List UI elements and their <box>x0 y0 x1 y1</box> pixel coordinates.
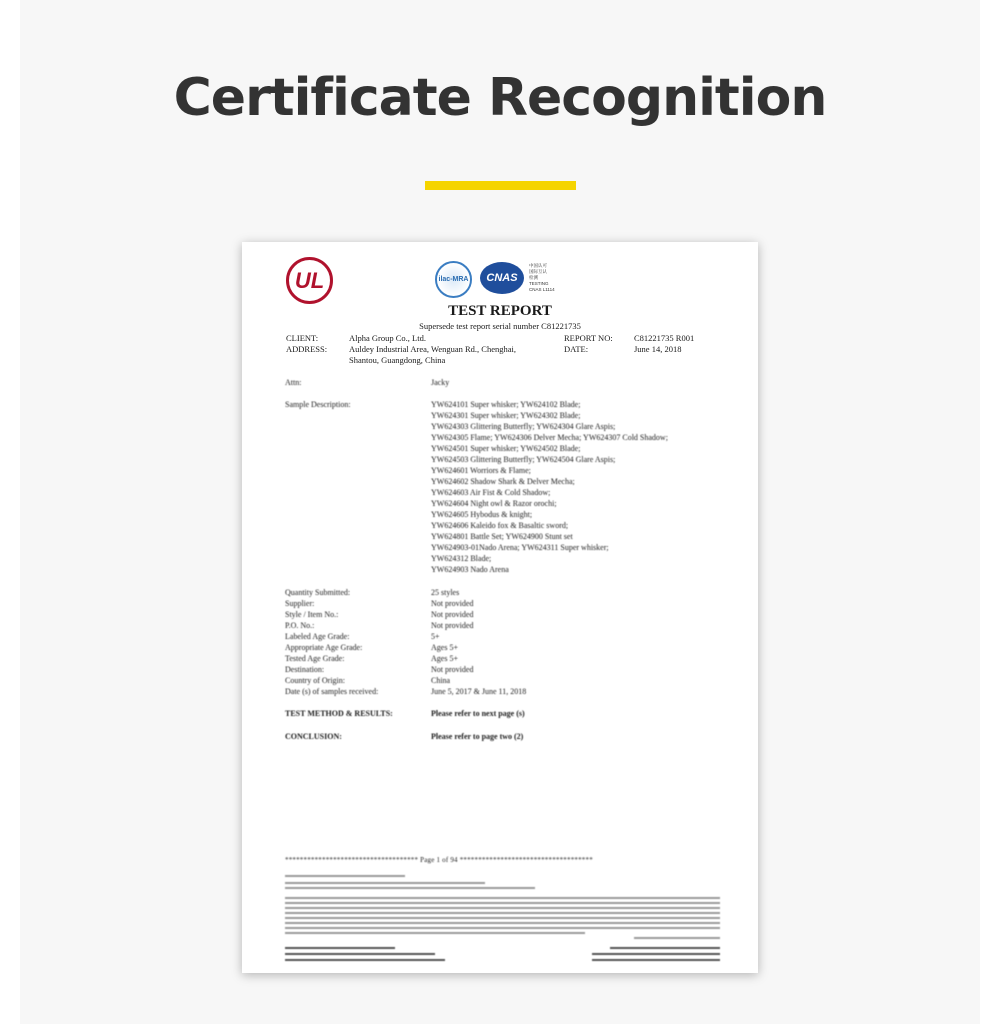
detail-label: Destination: <box>285 665 325 674</box>
detail-label: Tested Age Grade: <box>285 654 345 663</box>
list-item: YW624604 Night owl & Razor orochi; <box>431 499 557 508</box>
list-item: YW624301 Super whisker; YW624302 Blade; <box>431 411 581 420</box>
address-line-1: Auldey Industrial Area, Wenguan Rd., Chenghai, <box>349 344 516 354</box>
footer-address-line <box>285 953 435 955</box>
fine-print-line <box>634 937 720 939</box>
detail-value: Not provided <box>431 599 474 608</box>
ul-logo: UL <box>286 257 333 304</box>
client-value: Alpha Group Co., Ltd. <box>349 333 426 343</box>
conclusion-label: CONCLUSION: <box>285 732 342 741</box>
detail-value: China <box>431 676 451 685</box>
detail-value: Not provided <box>431 610 474 619</box>
detail-label: P.O. No.: <box>285 621 315 630</box>
detail-label: Labeled Age Grade: <box>285 632 350 641</box>
footer-address-line <box>592 953 720 955</box>
address-line-2: Shantou, Guangdong, China <box>349 355 446 365</box>
client-label: CLIENT: <box>286 333 319 343</box>
detail-label: Supplier: <box>285 599 315 608</box>
fine-print-line <box>285 922 720 924</box>
list-item: YW624801 Battle Set; YW624900 Stunt set <box>431 532 573 541</box>
cnas-accreditation-text: 中国认可 国际互认 检测 TESTING CNAS L1114 <box>529 263 555 292</box>
detail-value: June 5, 2017 & June 11, 2018 <box>431 687 527 696</box>
report-title: TEST REPORT <box>448 303 552 319</box>
report-no-value: C81221735 R001 <box>634 333 695 343</box>
report-subtitle: Supersede test report serial number C81221735 <box>419 321 581 331</box>
attn-value: Jacky <box>431 378 450 387</box>
footer-address-line <box>592 959 720 961</box>
list-item: YW624303 Glittering Butterfly; YW624304 Glare Aspis; <box>431 422 616 431</box>
detail-value: Not provided <box>431 621 474 630</box>
sample-description-list <box>431 399 751 575</box>
fine-print-line <box>285 887 535 889</box>
list-item: YW624602 Shadow Shark & Delver Mecha; <box>431 477 575 486</box>
footer-address-line <box>285 947 395 949</box>
page-title: Certificate Recognition <box>173 68 827 128</box>
detail-label: Style / Item No.: <box>285 610 339 619</box>
report-no-label: REPORT NO: <box>564 333 613 343</box>
detail-label: Quantity Submitted: <box>285 588 351 597</box>
attn-label: Attn: <box>285 378 302 387</box>
fine-print-line <box>285 882 485 884</box>
list-item: YW624606 Kaleido fox & Basaltic sword; <box>431 521 569 530</box>
certificate-document <box>242 242 758 973</box>
date-label: DATE: <box>564 344 589 354</box>
list-item: YW624903 Nado Arena <box>431 565 509 574</box>
list-item: YW624501 Super whisker; YW624502 Blade; <box>431 444 581 453</box>
footer-address-line <box>285 959 445 961</box>
detail-label: Appropriate Age Grade: <box>285 643 363 652</box>
footer-address-line <box>610 947 720 949</box>
fine-print-line <box>285 912 720 914</box>
list-item: YW624603 Air Fist & Cold Shadow; <box>431 488 551 497</box>
list-item: YW624601 Worriors & Flame; <box>431 466 531 475</box>
fine-print-line <box>285 932 585 934</box>
fine-print-line <box>285 907 720 909</box>
detail-label: Country of Origin: <box>285 676 345 685</box>
test-method-value: Please refer to next page (s) <box>431 709 525 718</box>
test-method-label: TEST METHOD & RESULTS: <box>285 709 393 718</box>
title-accent-bar <box>425 181 576 190</box>
list-item: YW624903-01Nado Arena; YW624311 Super whisker; <box>431 543 609 552</box>
sample-description-label: Sample Description: <box>285 400 351 409</box>
date-value: June 14, 2018 <box>634 344 682 354</box>
list-item: YW624305 Flame; YW624306 Delver Mecha; YW624307 Cold Shadow; <box>431 433 668 442</box>
list-item: YW624101 Super whisker; YW624102 Blade; <box>431 400 581 409</box>
fine-print-line <box>285 875 405 877</box>
detail-value: 25 styles <box>431 588 460 597</box>
list-item: YW624312 Blade; <box>431 554 492 563</box>
list-item: YW624605 Hybodus & knight; <box>431 510 533 519</box>
detail-value: Ages 5+ <box>431 643 458 652</box>
detail-value: Ages 5+ <box>431 654 458 663</box>
page-number-line: ************************************ Page 1 of 94 ************************************ <box>285 856 593 864</box>
conclusion-value: Please refer to page two (2) <box>431 732 524 741</box>
list-item: YW624503 Glittering Butterfly; YW624504 Glare Aspis; <box>431 455 616 464</box>
fine-print-line <box>285 902 720 904</box>
fine-print-line <box>285 897 720 899</box>
fine-print-line <box>285 927 720 929</box>
address-label: ADDRESS: <box>286 344 328 354</box>
fine-print-line <box>285 917 720 919</box>
detail-value: 5+ <box>431 632 440 641</box>
detail-value: Not provided <box>431 665 474 674</box>
detail-label: Date (s) of samples received: <box>285 687 379 696</box>
cnas-logo: CNAS <box>480 262 524 294</box>
ilac-mra-logo: ilac-MRA <box>435 261 472 298</box>
